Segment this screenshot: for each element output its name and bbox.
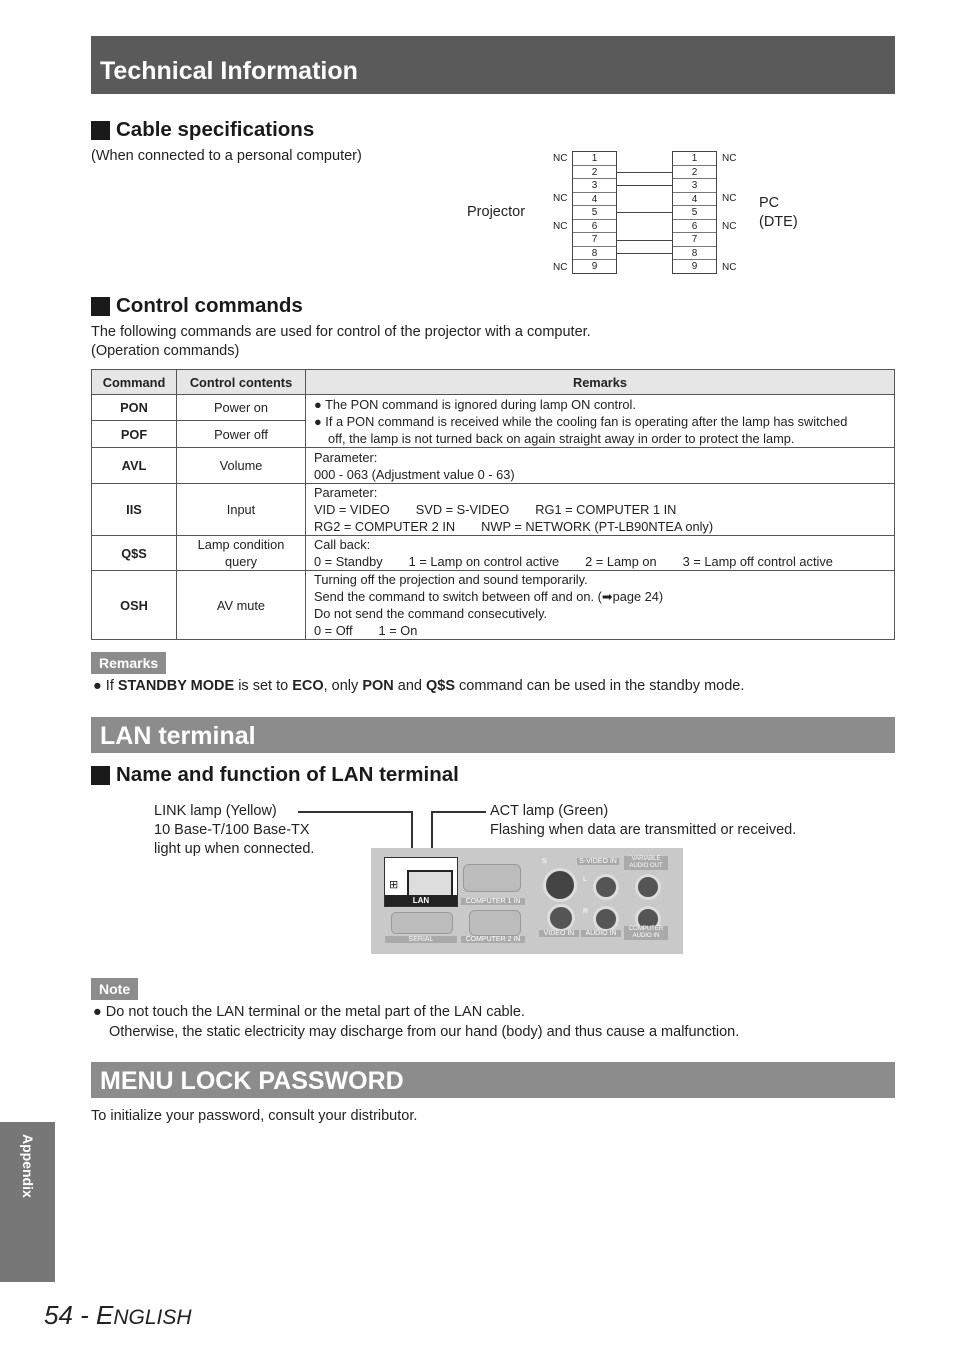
link-lamp-desc-2: light up when connected. — [154, 841, 315, 857]
table-row — [92, 571, 895, 640]
cmd-cell: POF — [92, 421, 177, 448]
pin-right-6: 6 — [673, 220, 716, 234]
dte-label: (DTE) — [759, 214, 798, 230]
remarks-cell: Call back: 0 = Standby 1 = Lamp on control active 2 = Lamp on 3 = Lamp off control active — [306, 536, 895, 571]
pin-right-2: 2 — [673, 166, 716, 180]
pin-right-8: 8 — [673, 247, 716, 261]
header-command: Command — [92, 370, 177, 395]
nc-left-9: NC — [553, 262, 568, 273]
remarks-cell: Turning off the projection and sound temporarily. Send the command to switch between off and on. (➡page 24) Do not send the command consecutively. 0 = Off 1 = On — [306, 571, 895, 640]
cmd-cell: AVL — [92, 448, 177, 484]
note-tag: Note — [91, 978, 138, 1000]
connector-panel-image — [371, 848, 683, 954]
page-footer: 54 - ENGLISH — [44, 1300, 192, 1330]
pin-right-4: 4 — [673, 193, 716, 207]
lan-jack — [407, 870, 453, 898]
pc-pin-block — [672, 151, 717, 274]
pin-left-3: 3 — [573, 179, 616, 193]
control-intro-2: (Operation commands) — [91, 343, 240, 359]
pin-left-7: 7 — [573, 233, 616, 247]
cmd-cell: Q$S — [92, 536, 177, 571]
remarks-cell: ● The PON command is ignored during lamp ON control. ● If a PON command is received while the cooling fan is operating after the lamp has switched off, the lamp is not turned back on again straight away in order to protect the lamp. — [306, 395, 895, 448]
wire-3-2 — [617, 185, 672, 186]
table-row — [92, 484, 895, 536]
computer2-port — [469, 910, 521, 936]
section-title-lan-terminal: LAN terminal — [91, 717, 895, 753]
svideo-port — [543, 868, 577, 902]
audio-r-port — [593, 906, 619, 932]
nc-right-9: NC — [722, 262, 737, 273]
svideo-label: S-VIDEO IN — [577, 858, 619, 865]
nc-right-6: NC — [722, 221, 737, 232]
heading-square-icon — [91, 766, 110, 785]
s-label: S — [542, 858, 547, 865]
projector-label: Projector — [467, 204, 526, 220]
act-callout-h — [431, 811, 486, 813]
section-title-menu-lock-password: MENU LOCK PASSWORD — [91, 1062, 895, 1098]
audio-label: AUDIO IN — [581, 930, 621, 937]
table-row — [92, 448, 895, 484]
nc-left-4: NC — [553, 193, 568, 204]
pin-left-6: 6 — [573, 220, 616, 234]
heading-square-icon — [91, 121, 110, 140]
computer1-port — [463, 864, 521, 892]
heading-square-icon — [91, 297, 110, 316]
header-remarks: Remarks — [306, 370, 895, 395]
projector-pin-block — [572, 151, 617, 274]
variable-audio-label: VARIABLE AUDIO OUT — [624, 856, 668, 870]
l-label: L — [583, 876, 587, 883]
video-port — [547, 904, 575, 932]
pin-left-1: 1 — [573, 152, 616, 166]
content-cell: Power off — [177, 421, 306, 448]
remarks-cell: Parameter: VID = VIDEO SVD = S-VIDEO RG1 = COMPUTER 1 IN RG2 = COMPUTER 2 IN NWP = NETWORK (PT-LB90NTEA only) — [306, 484, 895, 536]
control-commands-heading: Control commands — [91, 294, 303, 318]
pin-right-1: 1 — [673, 152, 716, 166]
lan-port-box — [384, 857, 458, 907]
arrow-icon: ➡ — [601, 589, 613, 604]
remarks-cell: Parameter: 000 - 063 (Adjustment value 0 - 63) — [306, 448, 895, 484]
cable-spec-heading: Cable specifications — [91, 118, 314, 142]
cable-note: (When connected to a personal computer) — [91, 148, 362, 164]
note-line-1: ● Do not touch the LAN terminal or the metal part of the LAN cable. — [93, 1004, 525, 1020]
menu-lock-text: To initialize your password, consult your distributor. — [91, 1108, 418, 1124]
serial-port — [391, 912, 453, 934]
video-label: VIDEO IN — [539, 930, 579, 937]
lan-label: LAN — [385, 895, 457, 906]
computer2-label: COMPUTER 2 IN — [461, 936, 525, 943]
section-title-technical-information: Technical Information — [91, 36, 895, 94]
pin-left-4: 4 — [573, 193, 616, 207]
nc-right-1: NC — [722, 153, 737, 164]
nc-left-1: NC — [553, 153, 568, 164]
act-lamp-label: ACT lamp (Green) — [490, 803, 609, 819]
remarks-tag: Remarks — [91, 652, 166, 674]
nc-right-4: NC — [722, 193, 737, 204]
wire-7-8 — [617, 240, 672, 241]
r-label: R — [583, 908, 589, 915]
pin-right-9: 9 — [691, 261, 698, 273]
control-intro-1: The following commands are used for control of the projector with a computer. — [91, 324, 591, 340]
pin-left-2: 2 — [573, 166, 616, 180]
link-lamp-label: LINK lamp (Yellow) — [154, 803, 277, 819]
computer-audio-label: COMPUTER AUDIO IN — [624, 926, 668, 940]
pc-label: PC — [759, 195, 780, 211]
computer1-label: COMPUTER 1 IN — [461, 898, 525, 905]
wire-8-7 — [617, 253, 672, 254]
pin-right-7: 7 — [673, 233, 716, 247]
content-cell: Power on — [177, 395, 306, 421]
content-cell: Lamp condition query — [177, 536, 306, 571]
cmd-cell: OSH — [92, 571, 177, 640]
pin-left-8: 8 — [573, 247, 616, 261]
link-lamp-desc-1: 10 Base-T/100 Base-TX — [154, 822, 310, 838]
content-cell: Input — [177, 484, 306, 536]
note-line-2: Otherwise, the static electricity may discharge from our hand (body) and thus cause a malfunction. — [109, 1024, 740, 1040]
content-cell: AV mute — [177, 571, 306, 640]
commands-table — [91, 369, 895, 640]
pin-right-5: 5 — [673, 206, 716, 220]
table-header-row — [92, 370, 895, 395]
link-callout-h — [298, 811, 412, 813]
audio-l-port — [593, 874, 619, 900]
cmd-cell: PON — [92, 395, 177, 421]
appendix-side-tab[interactable]: Appendix — [0, 1122, 55, 1282]
header-contents: Control contents — [177, 370, 306, 395]
table-row — [92, 536, 895, 571]
serial-label: SERIAL — [385, 936, 457, 943]
lan-function-heading: Name and function of LAN terminal — [91, 763, 459, 787]
wire-5-5 — [617, 212, 672, 213]
wire-2-3 — [617, 172, 672, 173]
pin-left-9: 9 — [591, 261, 598, 273]
variable-audio-port — [635, 874, 661, 900]
table-row — [92, 395, 895, 421]
content-cell: Volume — [177, 448, 306, 484]
remarks-text: ● If STANDBY MODE is set to ECO, only PON and Q$S command can be used in the standby mode. — [93, 678, 745, 694]
network-icon: ⊞ — [389, 879, 399, 891]
pin-left-5: 5 — [573, 206, 616, 220]
pin-right-3: 3 — [673, 179, 716, 193]
nc-left-6: NC — [553, 221, 568, 232]
cmd-cell: IIS — [92, 484, 177, 536]
act-lamp-desc: Flashing when data are transmitted or received. — [490, 822, 797, 838]
